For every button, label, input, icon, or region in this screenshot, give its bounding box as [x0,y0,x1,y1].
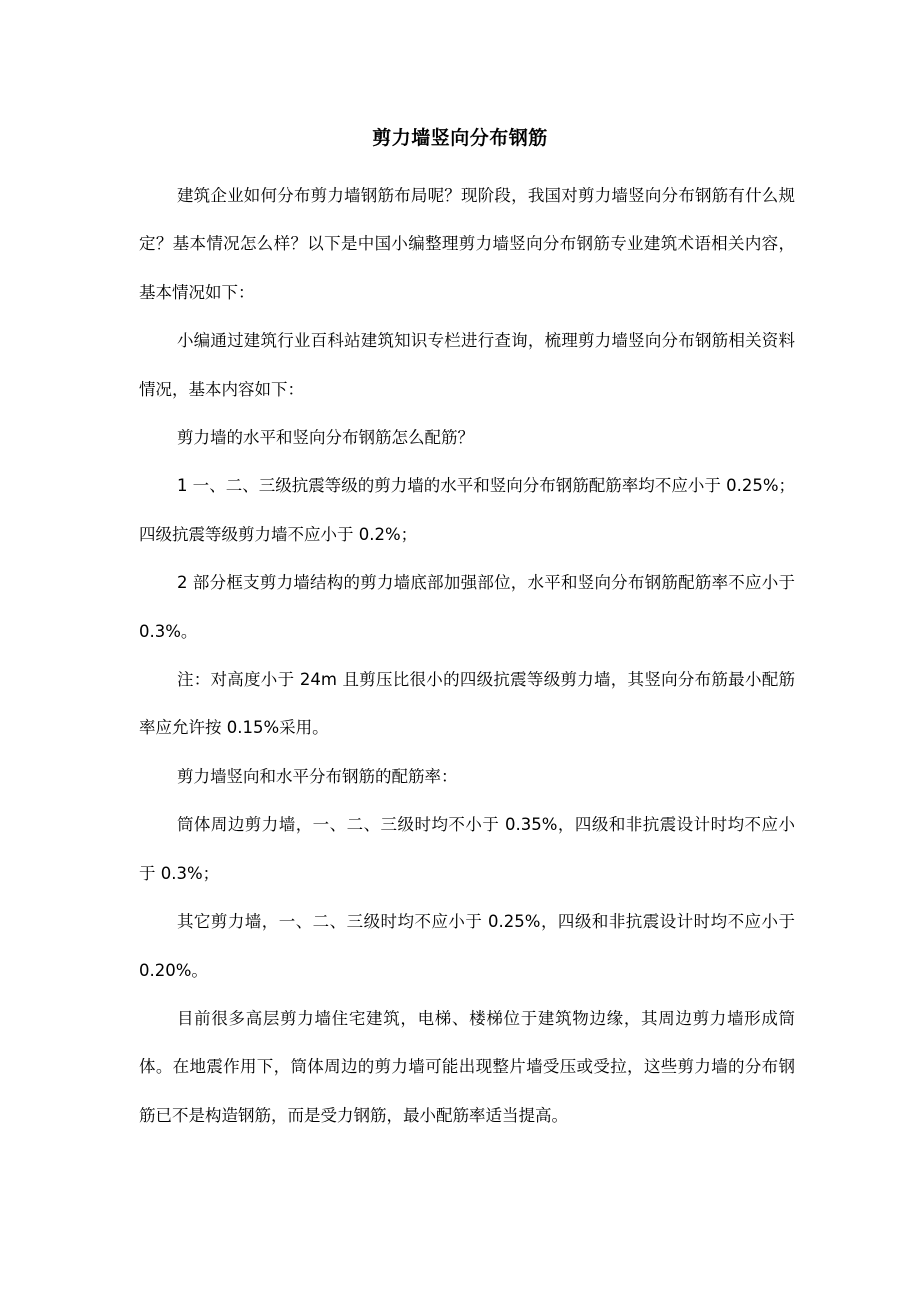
paragraph-explanation: 目前很多高层剪力墙住宅建筑，电梯、楼梯位于建筑物边缘，其周边剪力墙形成筒体。在地震作用下，筒体周边的剪力墙可能出现整片墙受压或受拉，这些剪力墙的分布钢筋已不是构造钢筋，而是受力钢筋，最小配筋率适当提高。 [139,1008,795,1125]
paragraph-other-walls: 其它剪力墙，一、二、三级时均不应小于 0.25%，四级和非抗震设计时均不应小于 0.20%。 [139,912,795,980]
document-body [139,172,795,1140]
paragraph-note: 注：对高度小于 24m 且剪压比很小的四级抗震等级剪力墙，其竖向分布筋最小配筋率应允许按 0.15%采用。 [139,670,795,738]
paragraph-ratio-heading: 剪力墙竖向和水平分布钢筋的配筋率： [176,766,458,786]
paragraph-tube-walls: 筒体周边剪力墙，一、二、三级时均不小于 0.35%，四级和非抗震设计时均不应小于 0.3%； [139,815,795,883]
paragraph-intro: 建筑企业如何分布剪力墙钢筋布局呢？现阶段，我国对剪力墙竖向分布钢筋有什么规定？基本情况怎么样？以下是中国小编整理剪力墙竖向分布钢筋专业建筑术语相关内容，基本情况如下： [139,186,795,302]
paragraph-question: 剪力墙的水平和竖向分布钢筋怎么配筋？ [176,428,474,448]
paragraph-rule-2: 2 部分框支剪力墙结构的剪力墙底部加强部位，水平和竖向分布钢筋配筋率不应小于 0.3%。 [139,573,795,641]
paragraph-source: 小编通过建筑行业百科站建筑知识专栏进行查询，梳理剪力墙竖向分布钢筋相关资料情况，基本内容如下： [139,331,795,399]
paragraph-rule-1: 1 一、二、三级抗震等级的剪力墙的水平和竖向分布钢筋配筋率均不应小于 0.25%；四级抗震等级剪力墙不应小于 0.2%； [139,476,795,544]
document-title: 剪力墙竖向分布钢筋 [372,127,548,149]
